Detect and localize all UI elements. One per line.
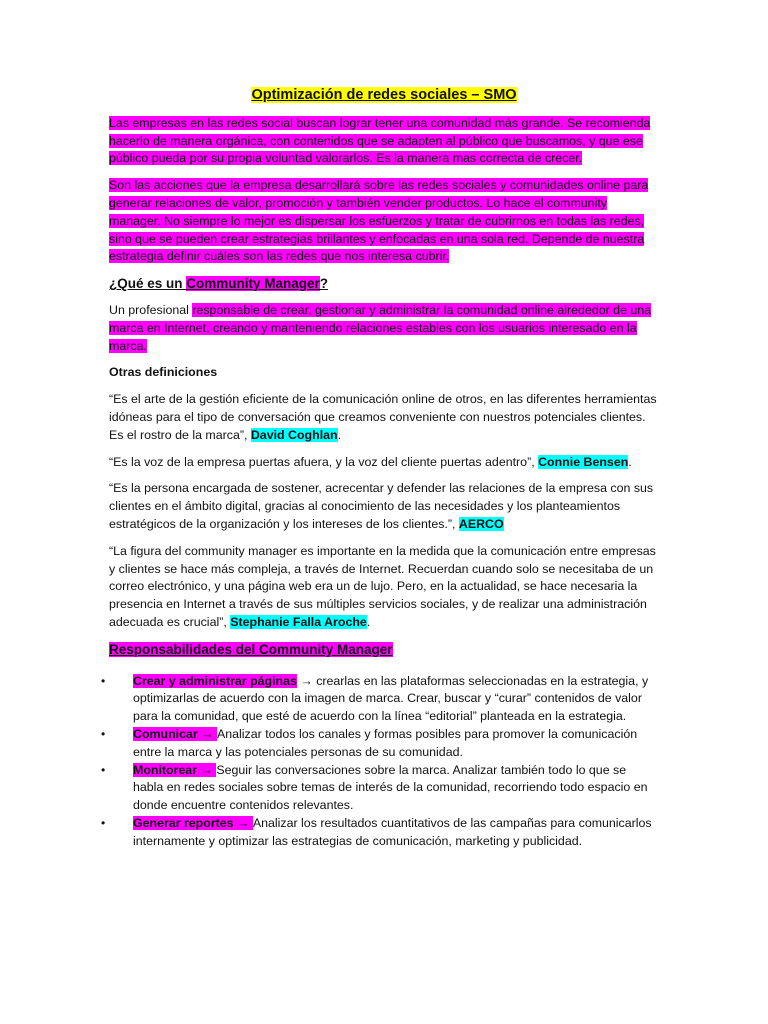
arrow-right-icon: →	[296, 673, 317, 688]
intro-paragraph-1-text: Las empresas en las redes social buscan lograr tener una comunidad más grande. Se recomienda hacerlo de manera orgánica, con contenidos que se adapten al público que buscamos, y que ese público pueda por su propia voluntad valorarlos. Es la manera mas correcta de crecer.	[109, 115, 651, 166]
definition-highlight: responsable de crear, gestionar y administrar la comunidad online alrededor de una marca en Internet, creando y manteniendo relaciones estables con los usuarios interesado en la marca.	[109, 302, 652, 353]
item-label: Monitorear	[133, 762, 198, 777]
quote-text: “Es la persona encargada de sostener, acrecentar y defender las relaciones de la empresa con sus clientes en el ámbito digital, gracias al conocimiento de las necesidades y los planteamientos estratégicos de la organización y los intereses de los clientes.”,	[109, 481, 654, 531]
quote-author: David Coghlan	[250, 427, 338, 442]
bullet-icon: •	[101, 726, 106, 741]
arrow-right-icon: →	[197, 762, 217, 777]
intro-paragraph-1	[109, 115, 659, 168]
arrow-right-icon: →	[197, 726, 217, 741]
intro-paragraph-2	[109, 177, 659, 266]
quote-1	[109, 391, 659, 444]
arrow-right-icon: →	[233, 815, 253, 830]
responsibilities-heading-text: Responsabilidades del Community Manager	[109, 641, 393, 657]
quote-author: Stephanie Falla Aroche	[230, 614, 367, 629]
item-text: Analizar todos los canales y formas posibles para promover la comunicación entre la marca y las potenciales personas de su comunidad.	[133, 726, 638, 759]
bullet-icon: •	[101, 762, 106, 777]
definition-paragraph	[109, 302, 659, 355]
definition-prefix: Un profesional	[109, 302, 193, 317]
item-text: Seguir las conversaciones sobre la marca. Analizar también todo lo que se habla en redes sociales sobre temas de interés de la comunidad, recorriendo todo espacio en donde encuentre contenidos relevantes.	[133, 762, 648, 813]
bullet-icon: •	[101, 815, 106, 830]
quote-author: Connie Bensen	[538, 454, 629, 469]
title-text: Optimización de redes sociales – SMO	[251, 87, 517, 103]
question-highlight: Community Manager	[186, 276, 320, 292]
quote-author: AERCO	[458, 516, 504, 531]
item-label: Crear y administrar páginas	[133, 673, 297, 688]
list-item	[101, 762, 659, 815]
quote-text: “La figura del community manager es importante en la medida que la comunicación entre empresas y clientes se hace más compleja, a través de Internet. Recuerdan cuando solo se necesitaba de un correo electrónico, y una página web era un de lujo. Pero, en la actualidad, se hace necesaria la presencia en Internet a través de sus múltiples servicios sociales, y de realizar una administración adecuada es crucial”,	[109, 543, 656, 629]
document-body	[101, 87, 659, 850]
quote-end: .	[366, 614, 371, 629]
document-title	[109, 87, 659, 105]
list-item	[101, 815, 659, 851]
question-prefix: ¿Qué es un	[109, 276, 187, 292]
quote-text: “Es el arte de la gestión eficiente de la comunicación online de otros, en las diferentes herramientas idóneas para el tipo de conversación que creamos conveniente con nuestros potenciales clientes. Es el rostro de la marca”,	[109, 392, 657, 442]
question-suffix: ?	[319, 276, 329, 292]
question-heading	[109, 275, 659, 293]
quote-4	[109, 543, 659, 632]
item-text: crearlas en las plataformas seleccionadas en la estrategia, y optimizarlas de acuerdo con la imagen de marca. Crear, buscar y “curar” contenidos de valor para la comunidad, que esté de acuerdo con la línea “editorial” planteada en la estrategia.	[133, 673, 649, 724]
bullet-icon: •	[101, 673, 106, 688]
item-label: Generar reportes	[133, 815, 234, 830]
quote-2	[109, 454, 659, 472]
list-item	[101, 726, 659, 762]
quote-end: .	[337, 427, 342, 442]
list-item	[101, 673, 659, 726]
quote-end: .	[628, 454, 632, 469]
responsibilities-list	[101, 673, 659, 851]
item-label: Comunicar	[133, 726, 198, 741]
other-definitions-heading: Otras definiciones	[109, 365, 218, 380]
responsibilities-heading	[109, 641, 659, 659]
quote-3	[109, 480, 659, 533]
item-text: Analizar los resultados cuantitativos de las campañas para comunicarlos internamente y optimizar las estrategias de comunicación, marketing y publicidad.	[133, 815, 652, 848]
quote-text: “Es la voz de la empresa puertas afuera, y la voz del cliente puertas adentro”,	[109, 454, 539, 469]
intro-paragraph-2-text: Son las acciones que la empresa desarrollará sobre las redes sociales y comunidades online para generar relaciones de valor, promoción y también vender productos. Lo hace el community manager. No siempre lo mejor es dispersar los esfuerzos y tratar de cubrirnos en todas las redes, sino que se pueden crear estrategias brillantes y enfocadas en una sola red. Depende de nuestra estrategia definir cuáles son las redes que nos interesa cubrir.	[109, 178, 649, 264]
